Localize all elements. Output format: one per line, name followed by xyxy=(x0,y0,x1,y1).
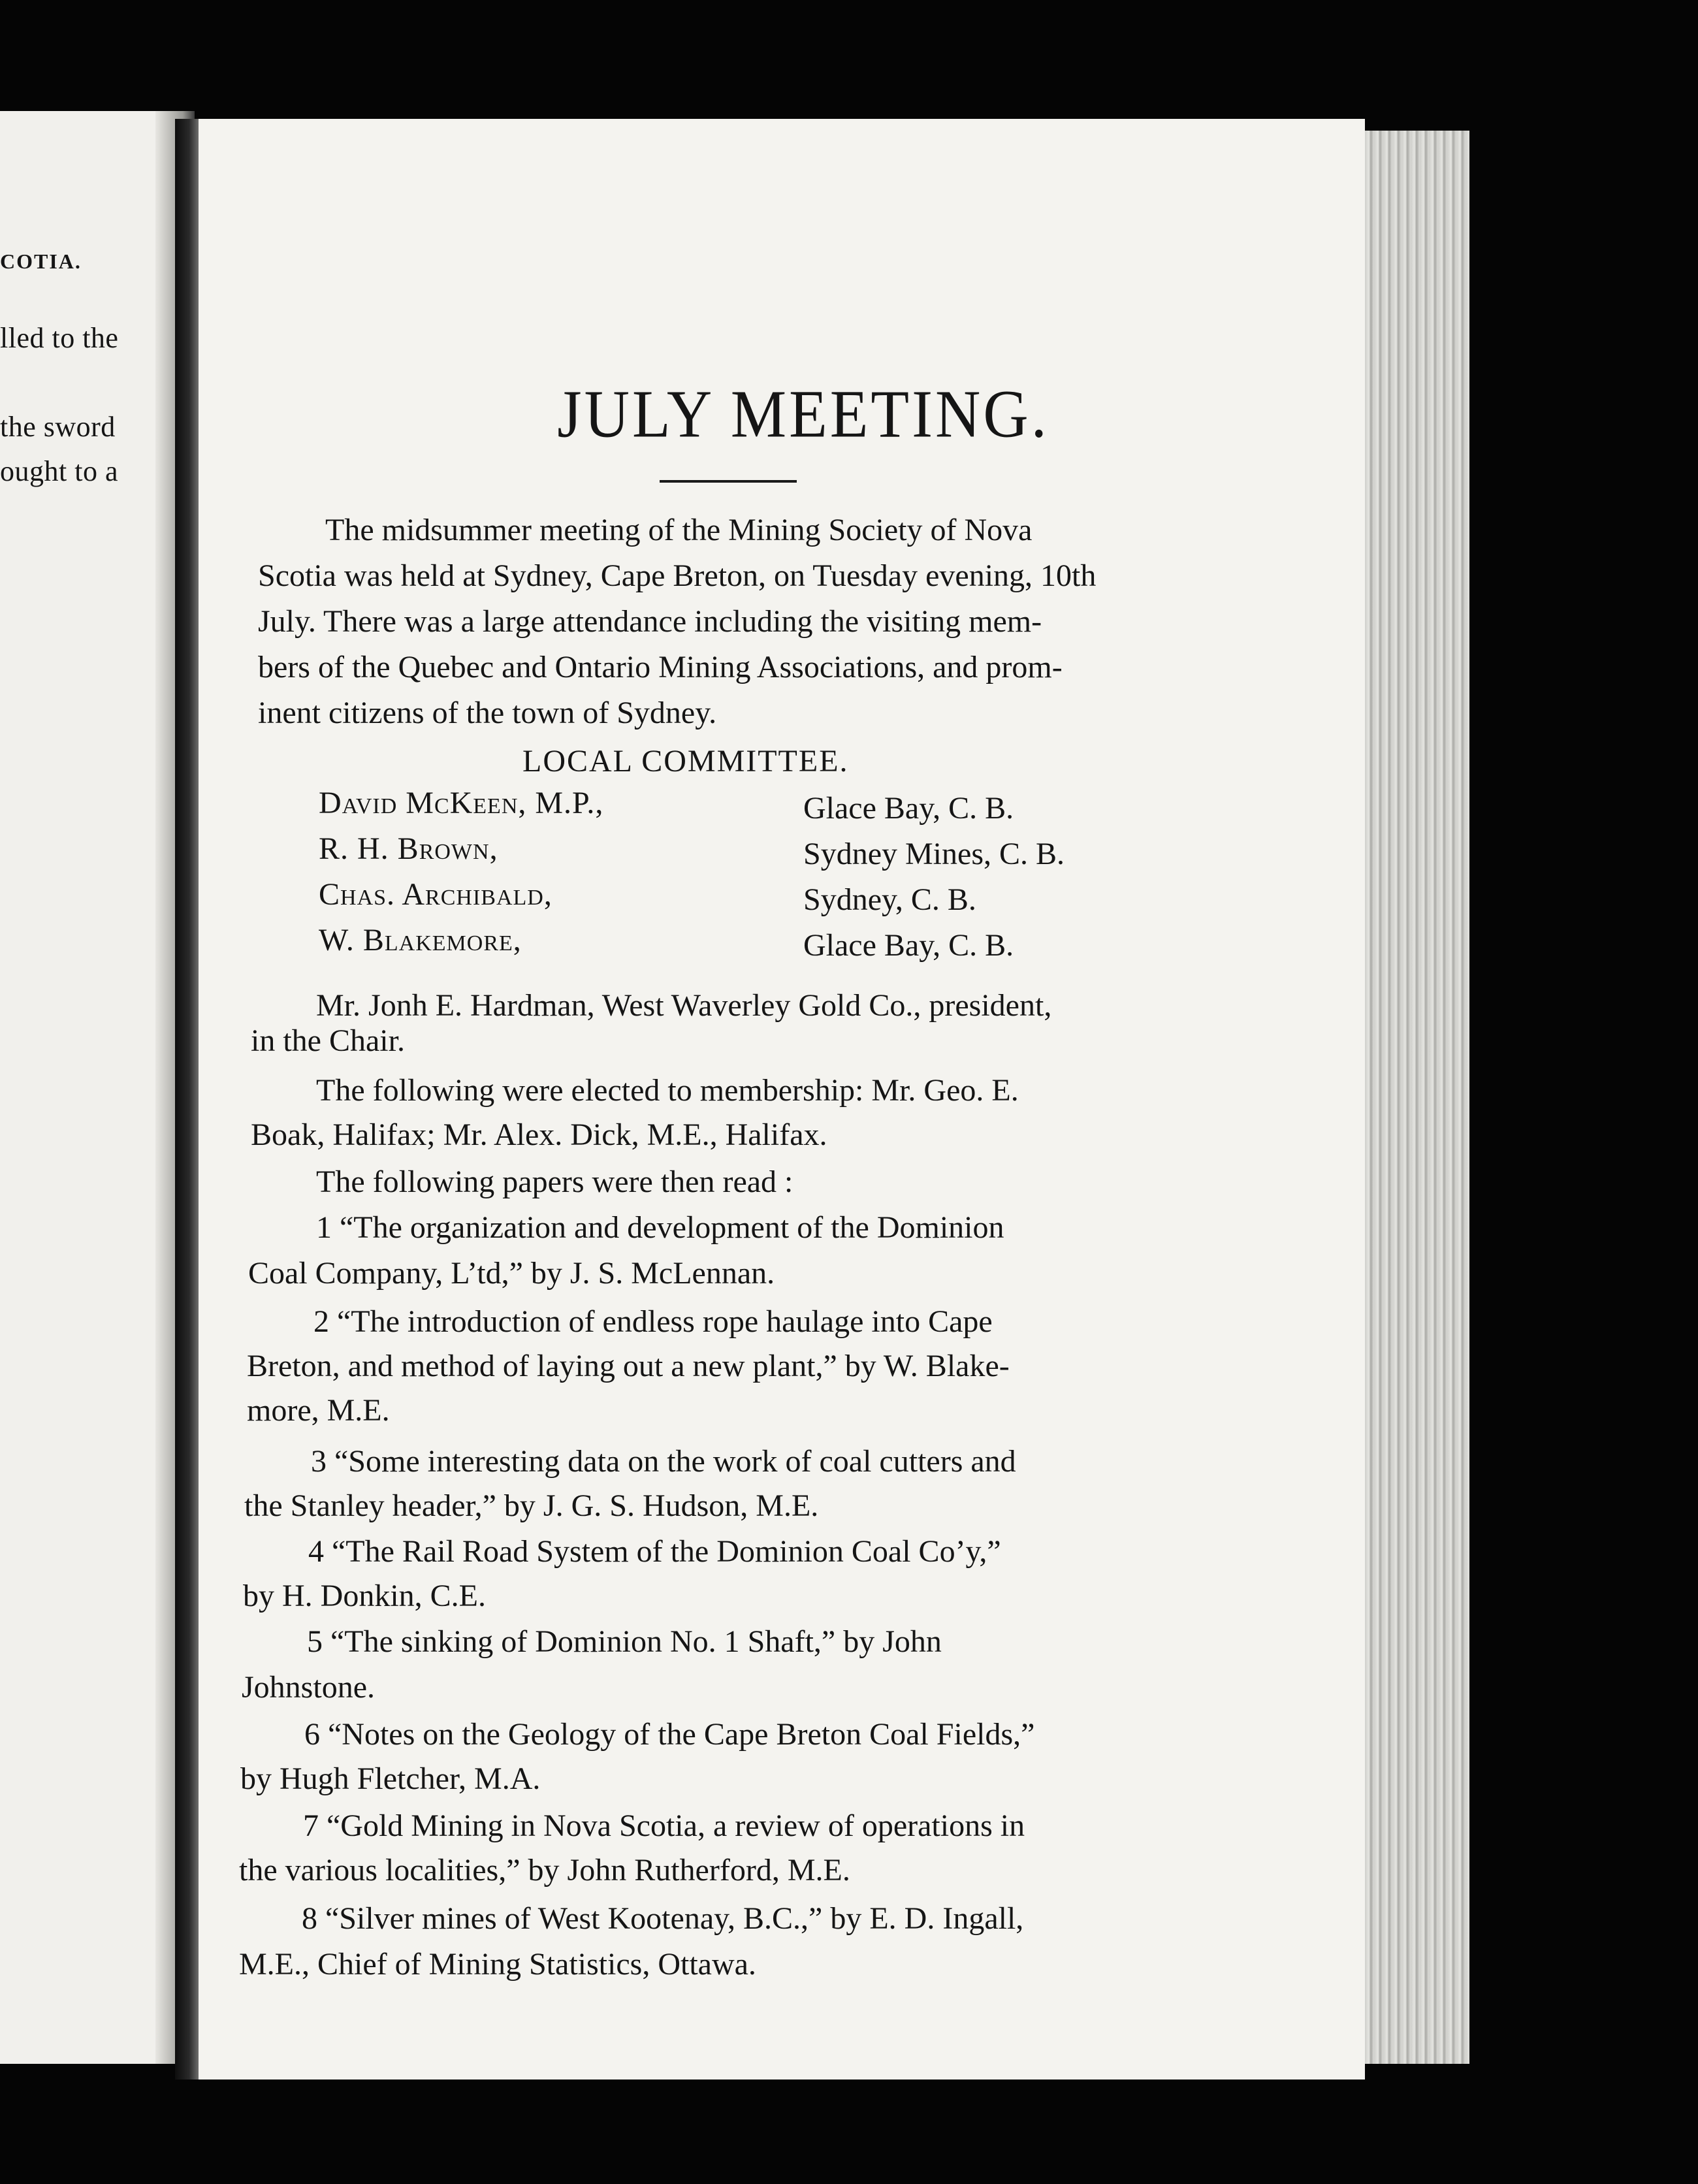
committee-member-name: W. Blakemore, xyxy=(319,923,522,957)
committee-member-place: Sydney, C. B. xyxy=(803,882,976,917)
paper-line: 7 “Gold Mining in Nova Scotia, a review of operations in xyxy=(303,1808,1025,1843)
paper-line: 3 “Some interesting data on the work of coal cutters and xyxy=(311,1444,1016,1479)
membership-line: Boak, Halifax; Mr. Alex. Dick, M.E., Halifax. xyxy=(251,1117,827,1152)
left-line: the sword xyxy=(0,411,116,443)
paper-line: the Stanley header,” by J. G. S. Hudson, M.E. xyxy=(244,1488,819,1523)
paper-line: more, M.E. xyxy=(247,1393,390,1428)
papers-intro: The following papers were then read : xyxy=(316,1164,793,1199)
intro-line: July. There was a large attendance including the visiting mem- xyxy=(258,604,1042,639)
paper-line: 4 “The Rail Road System of the Dominion Coal Co’y,” xyxy=(308,1534,1001,1569)
page-edges xyxy=(1365,131,1469,2064)
paper-line: by H. Donkin, C.E. xyxy=(243,1579,486,1613)
intro-line: bers of the Quebec and Ontario Mining Associations, and prom- xyxy=(258,650,1063,684)
paper-line: Johnstone. xyxy=(242,1670,375,1705)
paper-line: 5 “The sinking of Dominion No. 1 Shaft,” by John xyxy=(307,1624,942,1659)
membership-line: The following were elected to membership: Mr. Geo. E. xyxy=(316,1073,1019,1108)
left-line: ought to a xyxy=(0,455,118,487)
page-title: JULY MEETING. xyxy=(557,376,1049,452)
paper-line: 2 “The introduction of endless rope haulage into Cape xyxy=(313,1304,993,1339)
spine-shadow xyxy=(175,119,199,2080)
paper-line: M.E., Chief of Mining Statistics, Ottawa. xyxy=(239,1947,756,1982)
intro-line: inent citizens of the town of Sydney. xyxy=(258,696,717,730)
intro-line: The midsummer meeting of the Mining Society of Nova xyxy=(325,513,1033,547)
paper-line: Breton, and method of laying out a new plant,” by W. Blake- xyxy=(247,1349,1010,1383)
committee-member-place: Glace Bay, C. B. xyxy=(803,928,1014,963)
paper-line: 1 “The organization and development of the Dominion xyxy=(316,1210,1004,1245)
paper-line: by Hugh Fletcher, M.A. xyxy=(240,1761,541,1796)
left-line: lled to the xyxy=(0,322,119,354)
chair-line: in the Chair. xyxy=(251,1023,405,1058)
committee-member-name: R. H. Brown, xyxy=(319,831,498,866)
paper-line: the various localities,” by John Rutherford, M.E. xyxy=(239,1853,850,1887)
committee-member-name: Chas. Archibald, xyxy=(319,877,553,912)
committee-heading: LOCAL COMMITTEE. xyxy=(522,744,849,779)
paper-line: Coal Company, L’td,” by J. S. McLennan. xyxy=(248,1256,775,1291)
paper-line: 8 “Silver mines of West Kootenay, B.C.,” by E. D. Ingall, xyxy=(302,1901,1024,1936)
paper-line: 6 “Notes on the Geology of the Cape Breton Coal Fields,” xyxy=(304,1717,1035,1752)
chair-line: Mr. Jonh E. Hardman, West Waverley Gold Co., president, xyxy=(316,988,1052,1023)
intro-line: Scotia was held at Sydney, Cape Breton, on Tuesday evening, 10th xyxy=(258,558,1097,593)
left-running-head: COTIA. xyxy=(0,249,82,273)
committee-member-place: Sydney Mines, C. B. xyxy=(803,837,1065,871)
committee-member-place: Glace Bay, C. B. xyxy=(803,791,1014,826)
title-rule xyxy=(660,480,797,483)
committee-member-name: David McKeen, M.P., xyxy=(319,786,604,820)
